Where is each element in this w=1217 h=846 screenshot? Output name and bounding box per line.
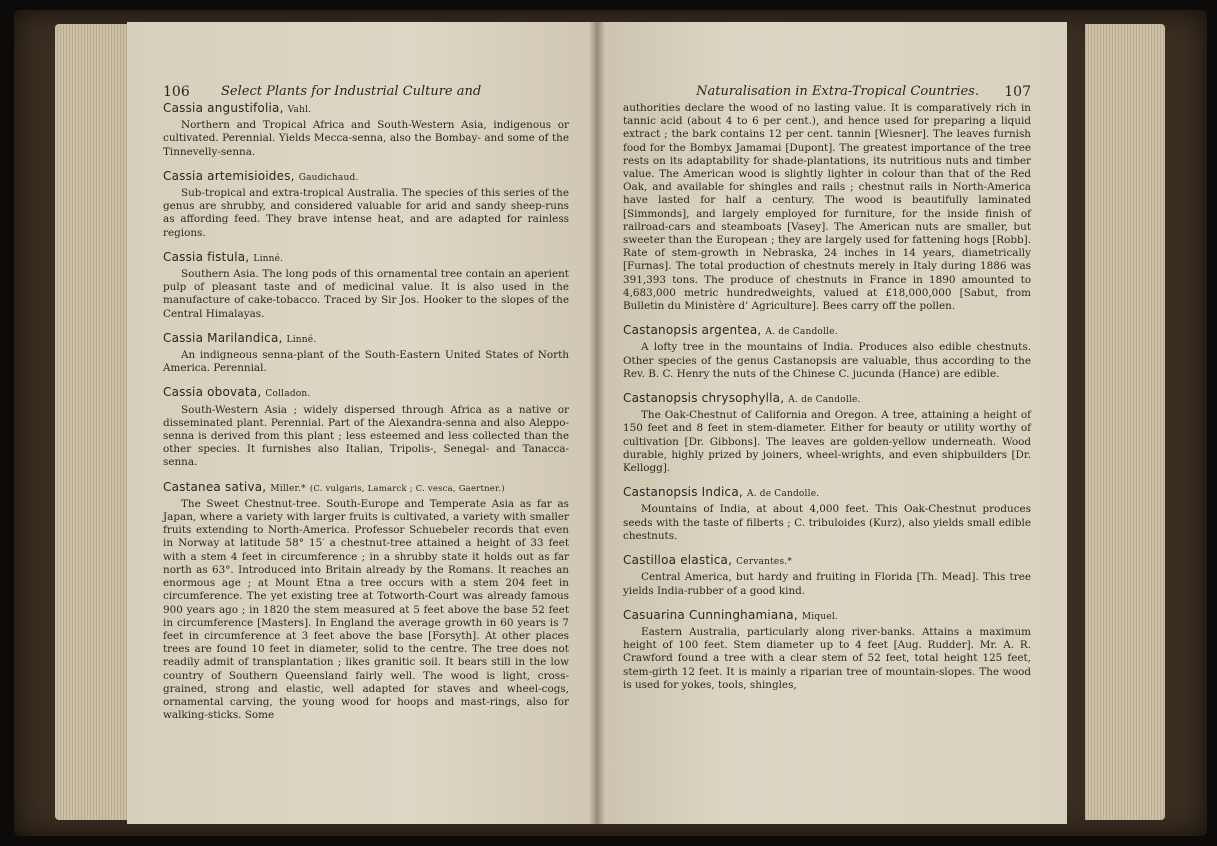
species-authority: A. de Candolle. (746, 489, 820, 500)
species-name: Castanea sativa, (163, 479, 267, 494)
entry (163, 481, 569, 723)
species-name: Casuarina Cunninghamiana, (623, 607, 798, 622)
species-name: Cassia Marilandica, (163, 330, 283, 345)
species-authority: A. de Candolle. (788, 395, 861, 406)
right-page-text (623, 102, 1031, 703)
continuation-text: authorities declare the wood of no lasting value. It is comparatively rich in tannic acid (about 4 to 6 per cent.), and hence used for preparing a liquid extract ; the bark contains 12 per cent. tannin [Wiesner]. The leaves furnish food for the Bombyx Jamamai [Dupont]. The greatest importance of the tree rests on its adaptability for shade-plantations, its nutritious nuts and timber value. The American wood is slightly lighter in colour than that of the Red Oak, and available for shingles and rails ; chestnut rails in North-America have lasted for half a century. The wood is beautifully laminated [Simmonds], and largely employed for furniture, for the inside finish of railroad-cars and steamboats [Vasey]. The American nuts are smaller, but sweeter than the European ; they are largely used for fattening hogs [Robb]. Rate of stem-growth in Nebraska, 24 inches in 14 years, diametrically [Furnas]. The total production of chestnuts merely in Italy during 1886 was 391,393 tons. The produce of chestnuts in France in 1890 amounted to 4,683,000 metric hundredweights, valued at £18,000,000 [Sabut, from Bulletin du Ministère d’ Agriculture]. Bees carry off the pollen. (623, 102, 1031, 313)
right-page (597, 22, 1067, 824)
entry-text: Central America, but hardy and fruiting in Florida [Th. Mead]. This tree yields India-rubber of a good kind. (623, 571, 1031, 597)
entry-heading (623, 609, 1031, 624)
open-book (55, 18, 1165, 828)
left-page (127, 22, 597, 824)
entry (163, 102, 569, 159)
species-name: Cassia angustifolia, (163, 101, 284, 115)
entry (163, 170, 569, 240)
species-authority: Miller.* (270, 483, 306, 494)
entry (163, 332, 569, 376)
species-authority: Cervantes.* (736, 557, 793, 568)
entry-heading (163, 481, 569, 496)
entry-text: The Sweet Chestnut-tree. South-Europe and Temperate Asia as far as Japan, where a variety with larger fruits is cultivated, a variety with smaller fruits extending to North-America. Professor Schuebeler records that even in Norway at latitude 58° 15′ a chestnut-tree attained a height of 33 feet with a stem 4 feet in circumference ; in a shrubby state it holds out as far north as 63°. Introduced into Britain already by the Romans. It reaches an enormous age ; at Mount Etna a tree occurs with a stem 204 feet in circumference. The yet existing tree at Totworth-Court was already famous 900 years ago ; in 1820 the stem measured at 5 feet above the base 52 feet in circumference [Masters]. In England the average growth in 60 years is 7 feet in circumference at 3 feet above the base [Forsyth]. At other places trees are found 10 feet in diameter, solid to the centre. The tree does not readily admit of transplantation ; likes granitic soil. It bears still in the low country of Southern Queensland fairly well. The wood is light, cross-grained, strong and elastic, well adapted for staves and wheel-cogs, ornamental carving, the young wood for hoops and mast-rings, also for walking-sticks. Some (163, 497, 569, 722)
entry-heading (163, 170, 569, 185)
species-name: Castilloa elastica, (623, 553, 733, 568)
species-name: Castanopsis argentea, (623, 323, 762, 338)
entry-heading (163, 332, 569, 347)
species-authority: Vahl. (287, 105, 312, 115)
species-authority: Linné. (286, 334, 317, 345)
entry-heading (163, 386, 569, 401)
species-authority: Miquel. (801, 611, 838, 622)
entry-text: Sub-tropical and extra-tropical Australia. The species of this series of the genus are shrubby, and considered valuable for arid and sandy sheep-runs as affording feed. They brave intense heat, and are adapted for rainless regions. (163, 187, 569, 239)
entry-text: An indigneous senna-plant of the South-Eastern United States of North America. Perennial. (163, 349, 569, 375)
page-edges-right (1085, 24, 1165, 820)
entry (623, 486, 1031, 543)
species-name: Castanopsis chrysophylla, (623, 391, 785, 406)
page-number: 106 (163, 84, 190, 100)
entry (623, 392, 1031, 475)
running-head-title: Naturalisation in Extra-Tropical Countries. (696, 84, 979, 99)
page-edges-left (55, 24, 135, 820)
species-name: Cassia artemisioides, (163, 168, 295, 183)
entry-heading (623, 486, 1031, 501)
entry (623, 324, 1031, 381)
species-authority: Gaudichaud. (298, 172, 359, 183)
left-page-text (163, 102, 569, 733)
entry-heading (163, 251, 569, 266)
entry (623, 609, 1031, 692)
species-synonyms: (C. vulgaris, Lamarck ; C. vesca, Gaertner.) (309, 483, 505, 494)
continuation-paragraph (623, 102, 1031, 313)
species-name: Cassia obovata, (163, 385, 262, 400)
running-head-title: Select Plants for Industrial Culture and (221, 84, 482, 99)
entry (163, 386, 569, 469)
entry-heading (623, 554, 1031, 569)
species-authority: Linné. (253, 253, 284, 264)
entry-heading (623, 324, 1031, 339)
entry-text: Southern Asia. The long pods of this ornamental tree contain an aperient pulp of pleasant taste and of medicinal value. It is also used in the manufacture of cake-tobacco. Traced by Sir Jos. Hooker to the slopes of the Central Himalayas. (163, 268, 569, 320)
species-authority: A. de Candolle. (765, 327, 838, 338)
entry-text: Mountains of India, at about 4,000 feet. This Oak-Chestnut produces seeds with the taste of filberts ; C. tribuloides (Kurz), also yields small edible chestnuts. (623, 503, 1031, 542)
species-name: Cassia fistula, (163, 249, 250, 264)
entry-heading (623, 392, 1031, 407)
entry-text: Eastern Australia, particularly along river-banks. Attains a maximum height of 100 feet. Stem diameter up to 4 feet [Aug. Rudder]. Mr. A. R. Crawford found a tree with a clear stem of 52 feet, total height 125 feet, stem-girth 12 feet. It is mainly a riparian tree of mountain-slopes. The wood is used for yokes, tools, shingles, (623, 625, 1031, 691)
species-name: Castanopsis Indica, (623, 485, 743, 500)
page-number: 107 (1004, 84, 1031, 100)
entry-text: Northern and Tropical Africa and South-Western Asia, indigenous or cultivated. Perennial. Yields Mecca-senna, also the Bombay- and some of the Tinnevelly-senna. (163, 119, 569, 158)
entry-heading (163, 102, 569, 117)
book-gutter (589, 22, 605, 824)
entry (163, 251, 569, 321)
entry-text: A lofty tree in the mountains of India. Produces also edible chestnuts. Other species of the genus Castanopsis are valuable, thus according to the Rev. B. C. Henry the nuts of the Chinese C. jucunda (Hance) are edible. (623, 341, 1031, 380)
entry (623, 554, 1031, 598)
entry-text: South-Western Asia ; widely dispersed through Africa as a native or disseminated plant. Perennial. Part of the Alexandra-senna and also Aleppo-senna is derived from this plant ; less esteemed and less collected than the other species. It furnishes also Italian, Tripolis-, Senegal- and Tanacca-senna. (163, 403, 569, 469)
entry-text: The Oak-Chestnut of California and Oregon. A tree, attaining a height of 150 feet and 8 feet in stem-diameter. Either for beauty or utility worthy of cultivation [Dr. Gibbons]. The leaves are golden-yellow underneath. Wood durable, highly prized by joiners, wheel-wrights, and even shipbuilders [Dr. Kellogg]. (623, 409, 1031, 475)
species-authority: Colladon. (265, 389, 311, 400)
